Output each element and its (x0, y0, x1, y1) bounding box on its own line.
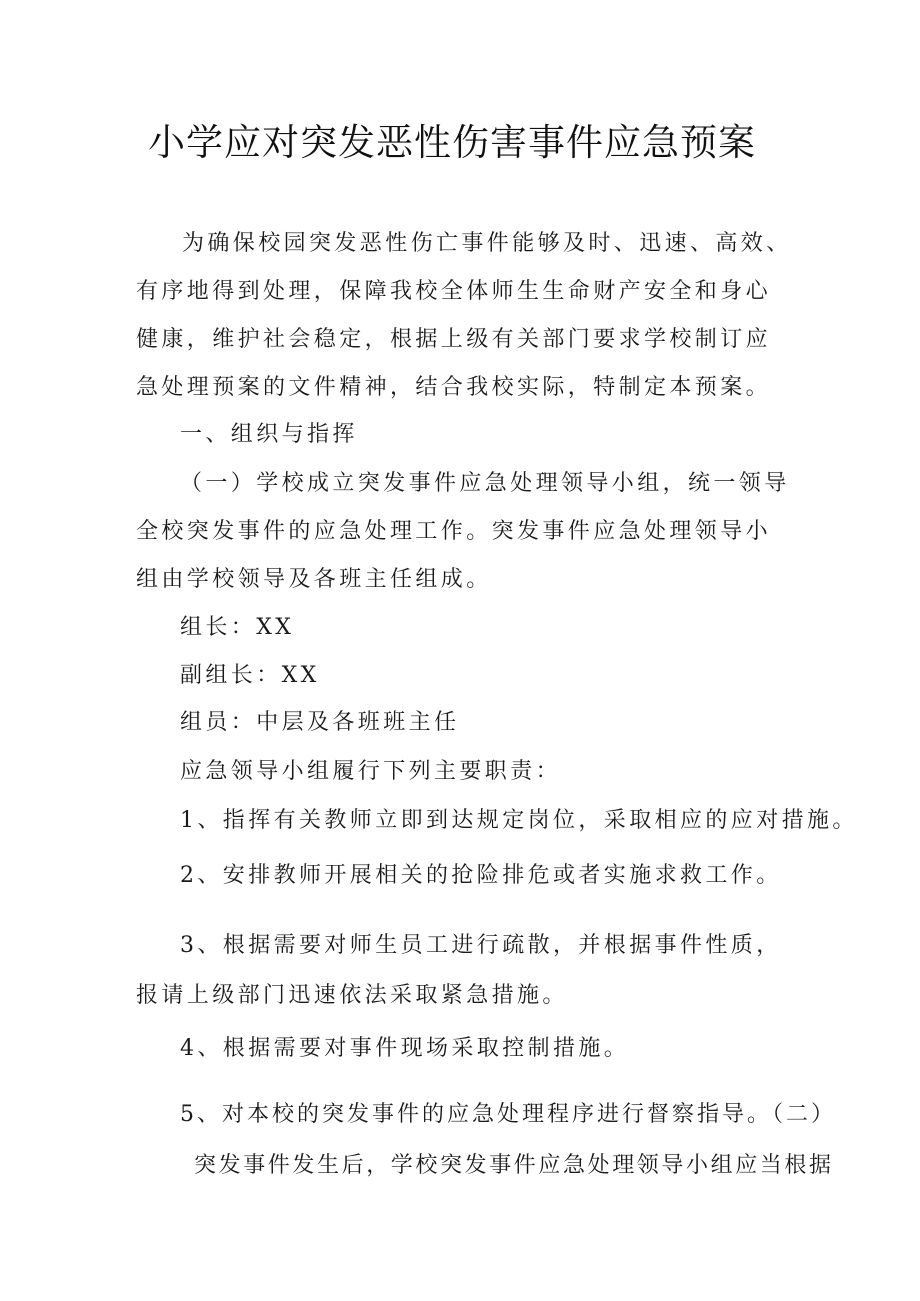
subsection-1-paragraph: （一）学校成立突发事件应急处理领导小组，统一领导全校突发事件的应急处理工作。突发事件应急处理领导小组由学校领导及各班主任组成。 (136, 471, 790, 592)
duty-item-5: 5、对本校的突发事件的应急处理程序进行督察指导。（二） (180, 1102, 836, 1127)
duty-item-2: 2、安排教师开展相关的抢险排危或者实施求救工作。 (180, 863, 782, 888)
deputy-leader-line: 副组长：XX (180, 663, 320, 688)
members-line: 组员：中层及各班班主任 (180, 710, 460, 735)
intro-paragraph: 为确保校园突发恶性伤亡事件能够及时、迅速、高效、有序地得到处理，保障我校全体师生生命财产安全和身心健康，维护社会稳定，根据上级有关部门要求学校制订应急处理预案的文件精神，结合我校实际，特制定本预案。 (136, 231, 792, 400)
subsection-2-start: 突发事件发生后，学校突发事件应急处理领导小组应当根据 (194, 1153, 834, 1178)
leader-line: 组长：XX (180, 615, 295, 640)
duty-item-1: 1、指挥有关教师立即到达规定岗位，采取相应的应对措施。 (180, 808, 858, 833)
duty-item-4: 4、根据需要对事件现场采取控制措施。 (180, 1036, 630, 1061)
document-title: 小学应对突发恶性伤害事件应急预案 (148, 121, 756, 164)
section-heading: 一、组织与指挥 (180, 422, 358, 447)
duties-intro-line: 应急领导小组履行下列主要职责： (180, 759, 562, 784)
duty-item-3: 3、根据需要对师生员工进行疏散，并根据事件性质，报请上级部门迅速依法采取紧急措施。 (136, 933, 782, 1008)
